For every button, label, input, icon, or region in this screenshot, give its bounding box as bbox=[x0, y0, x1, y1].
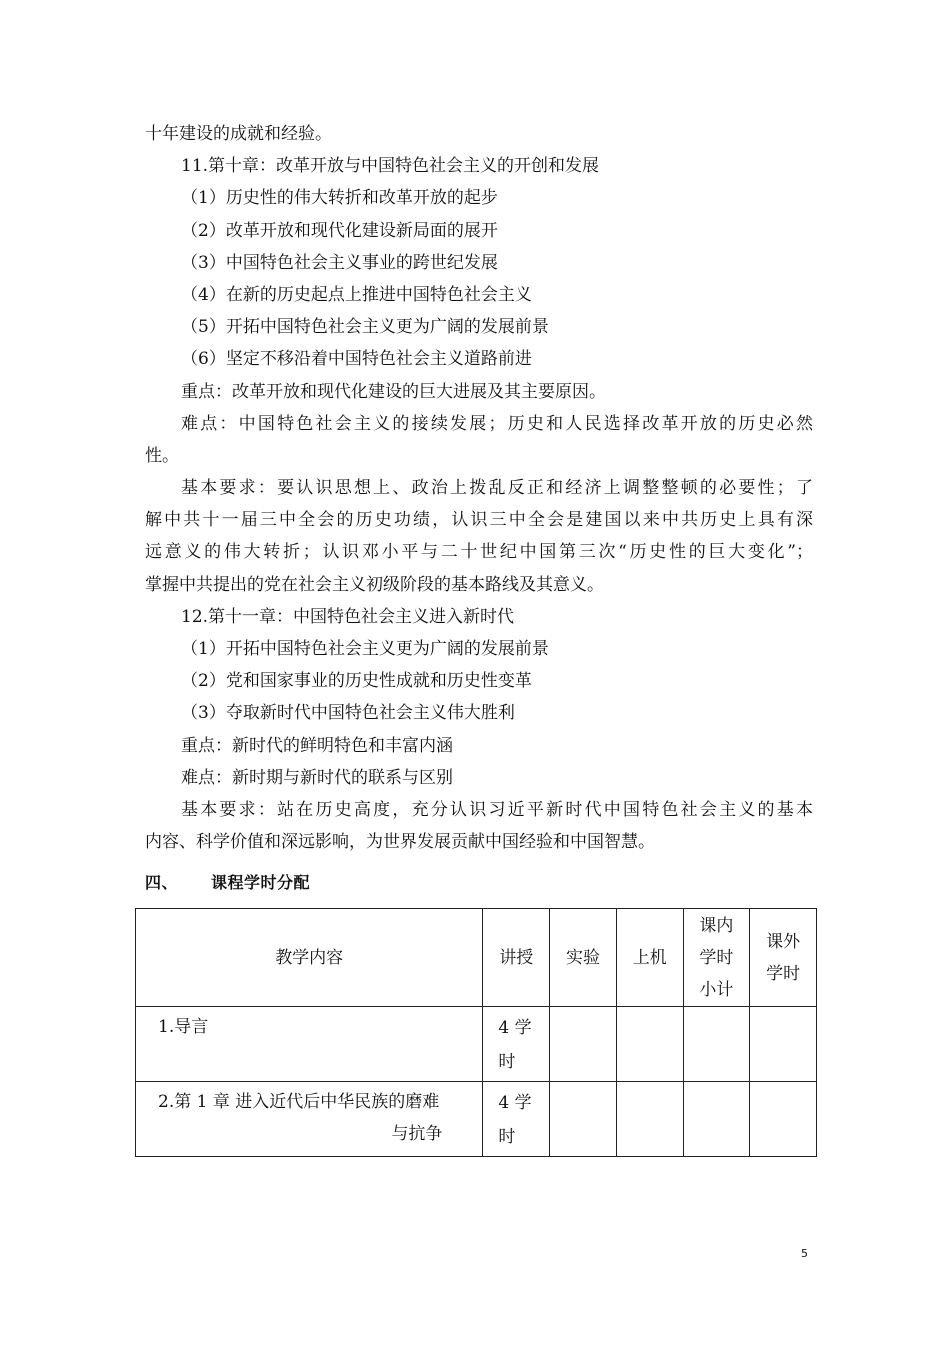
header-lecture: 讲授 bbox=[483, 909, 550, 1007]
paragraph-line: 重点：改革开放和现代化建设的巨大进展及其主要原因。 bbox=[181, 381, 606, 402]
row-content-text: 与抗争 bbox=[391, 1124, 443, 1144]
paragraph-line: 解中共十一届三中全会的历史功绩，认识三中全会是建国以来中共历史上具有深 bbox=[145, 510, 813, 531]
paragraph-line: 基本要求：站在历史高度，充分认识习近平新时代中国特色社会主义的基本 bbox=[181, 799, 813, 820]
row-lecture-text: 4 学 bbox=[498, 1018, 532, 1038]
section-number: 四、 bbox=[145, 873, 179, 892]
header-experiment: 实验 bbox=[550, 909, 617, 1007]
list-item: （3）夺取新时代中国特色社会主义伟大胜利 bbox=[181, 703, 515, 724]
table-row bbox=[136, 1082, 817, 1157]
table-header-row bbox=[136, 909, 817, 1007]
header-teaching-content: 教学内容 bbox=[136, 909, 483, 1007]
course-hours-table bbox=[135, 908, 817, 1157]
header-in-class-line: 课内 bbox=[699, 915, 734, 936]
header-outside-line: 学时 bbox=[766, 963, 801, 984]
header-in-class-line: 学时 bbox=[699, 947, 734, 968]
paragraph-line: 内容、科学价值和深远影响，为世界发展贡献中国经验和中国智慧。 bbox=[145, 832, 655, 853]
header-in-class-hours bbox=[683, 909, 750, 1007]
list-item: （1）历史性的伟大转折和改革开放的起步 bbox=[181, 188, 498, 209]
body-text bbox=[145, 118, 813, 858]
header-outside-line: 课外 bbox=[766, 931, 801, 952]
row-content-text: 1.导言 bbox=[158, 1017, 209, 1037]
paragraph-line: 性。 bbox=[145, 445, 179, 466]
chapter-heading-line: 11.第十章：改革开放与中国特色社会主义的开创和发展 bbox=[181, 156, 600, 177]
paragraph-line: 难点：中国特色社会主义的接续发展；历史和人民选择改革开放的历史必然 bbox=[181, 413, 813, 434]
header-computer: 上机 bbox=[616, 909, 683, 1007]
list-item: （4）在新的历史起点上推进中国特色社会主义 bbox=[181, 284, 532, 305]
table-row bbox=[136, 1007, 817, 1082]
row-in-class-cell bbox=[683, 1007, 750, 1082]
row-lecture-cell bbox=[483, 1082, 550, 1157]
list-item: （2）党和国家事业的历史性成就和历史性变革 bbox=[181, 671, 532, 692]
row-lecture-cell bbox=[483, 1007, 550, 1082]
paragraph-line: 基本要求：要认识思想上、政治上拨乱反正和经济上调整整顿的必要性；了 bbox=[181, 478, 813, 499]
row-experiment-cell bbox=[550, 1007, 617, 1082]
paragraph-line: 掌握中共提出的党在社会主义初级阶段的基本路线及其意义。 bbox=[145, 574, 604, 595]
row-content-cell bbox=[136, 1007, 483, 1082]
row-content-text: 2.第 1 章 进入近代后中华民族的磨难 bbox=[158, 1092, 440, 1112]
row-outside-cell bbox=[750, 1007, 817, 1082]
list-item: （1）开拓中国特色社会主义更为广阔的发展前景 bbox=[181, 639, 549, 659]
row-computer-cell bbox=[616, 1007, 683, 1082]
row-experiment-cell bbox=[550, 1082, 617, 1157]
list-item: （5）开拓中国特色社会主义更为广阔的发展前景 bbox=[181, 317, 549, 338]
row-outside-cell bbox=[750, 1082, 817, 1157]
list-item: （2）改革开放和现代化建设新局面的展开 bbox=[181, 220, 498, 241]
row-content-cell bbox=[136, 1082, 483, 1157]
paragraph-line: 十年建设的成就和经验。 bbox=[145, 124, 332, 144]
paragraph-line: 远意义的伟大转折；认识邓小平与二十世纪中国第三次“历史性的巨大变化”； bbox=[145, 542, 813, 563]
section-heading bbox=[145, 870, 310, 893]
row-computer-cell bbox=[616, 1082, 683, 1157]
paragraph-line: 难点：新时期与新时代的联系与区别 bbox=[181, 767, 453, 788]
row-lecture-text: 时 bbox=[498, 1052, 516, 1072]
chapter-heading-line: 12.第十一章：中国特色社会主义进入新时代 bbox=[181, 606, 515, 627]
page-number: 5 bbox=[801, 1247, 808, 1260]
row-lecture-text: 时 bbox=[498, 1127, 516, 1147]
header-outside-hours bbox=[750, 909, 817, 1007]
section-title: 课程学时分配 bbox=[211, 873, 311, 892]
row-in-class-cell bbox=[683, 1082, 750, 1157]
row-lecture-text: 4 学 bbox=[498, 1093, 532, 1113]
list-item: （6）坚定不移沿着中国特色社会主义道路前进 bbox=[181, 349, 532, 370]
list-item: （3）中国特色社会主义事业的跨世纪发展 bbox=[181, 252, 498, 273]
paragraph-line: 重点：新时代的鲜明特色和丰富内涵 bbox=[181, 735, 453, 756]
header-in-class-line: 小计 bbox=[699, 979, 734, 1000]
